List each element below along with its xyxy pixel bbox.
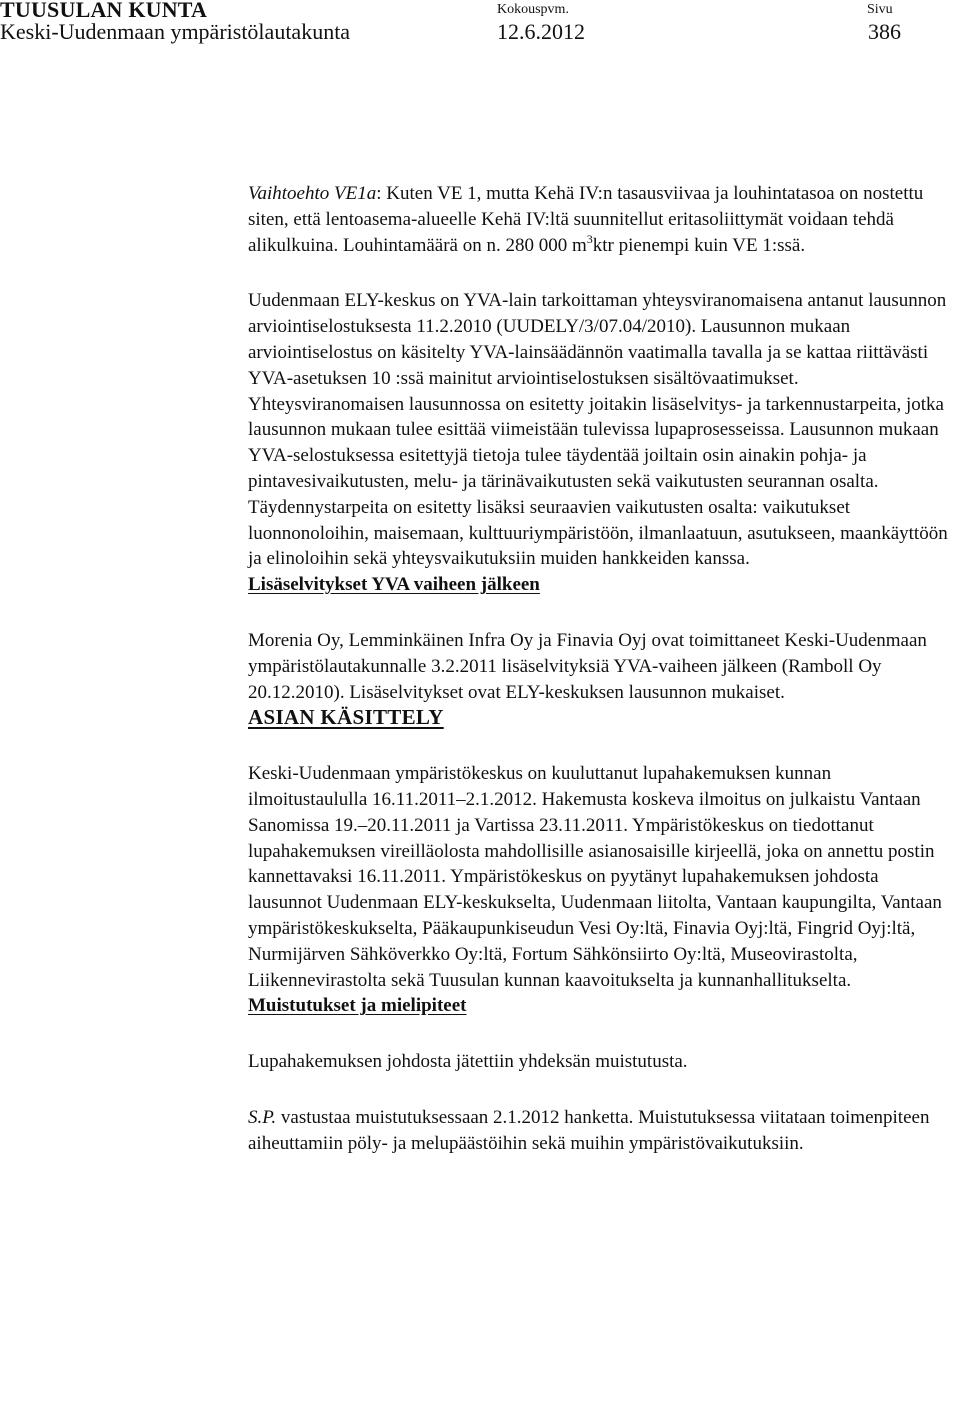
objector-initials: S.P. — [248, 1106, 277, 1128]
page-header — [0, 0, 960, 50]
cubic-superscript: 3 — [586, 231, 593, 246]
objections-heading: Muistutukset ja mielipiteet — [248, 995, 467, 1017]
processing-paragraph: Keski-Uudenmaan ympäristökeskus on kuuluttanut lupahakemuksen kunnan ilmoitustaululla 16.11.2011–2.1.2012. Hakemusta koskeva ilmoitus on julkaistu Vantaan Sanomissa 19.–20.11.2011 ja Vartissa 23.11.2011. Ympäristökeskus on tiedottanut lupahakemuksen vireilläolosta mahdollisille asianosaisille kirjeellä, joka on annettu postin kannettavaksi 16.11.2011. Ympäristökeskus on pyytänyt lupahakemuksen johdosta lausunnot Uudenmaan ELY-keskukselta, Uudenmaan liitolta, Vantaan kaupungilta, Vantaan ympäristökeskukselta, Pääkaupunkiseudun Vesi Oy:ltä, Finavia Oyj:ltä, Fingrid Oyj:ltä, Nurmijärven Sähköverkko Oy:ltä, Fortum Sähkönsiirto Oy:ltä, Museovirastolta, Liikennevirastolta sekä Tuusulan kunnan kaavoitukselta ja kunnanhallitukselta. — [248, 763, 942, 991]
processing-heading: ASIAN KÄSITTELY — [248, 705, 444, 730]
alternative-name: Vaihtoehto VE1a — [248, 183, 377, 204]
organization-name: TUUSULAN KUNTA — [0, 0, 208, 22]
meeting-date: 12.6.2012 — [497, 19, 585, 44]
additional-studies-heading: Lisäselvitykset YVA vaiheen jälkeen — [248, 574, 540, 596]
alternative-text-end: ktr pienempi kuin VE 1:ssä. — [592, 234, 806, 256]
page-number: 386 — [868, 19, 901, 44]
meeting-date-label: Kokouspvm. — [497, 2, 569, 17]
objection-sp-paragraph — [248, 1105, 948, 1157]
additional-studies-paragraph: Morenia Oy, Lemminkäinen Infra Oy ja Finavia Oyj ovat toimittaneet Keski-Uudenmaan ympäristölautakunnalle 3.2.2011 lisäselvityksiä YVA-vaiheen jälkeen (Ramboll Oy 20.12.2010). Lisäselvitykset ovat ELY-keskuksen lausunnon mukaiset. — [248, 629, 927, 703]
objections-summary: Lupahakemuksen johdosta jätettiin yhdeksän muistutusta. — [248, 1051, 688, 1073]
document-body — [248, 181, 948, 1157]
ely-paragraph: Uudenmaan ELY-keskus on YVA-lain tarkoittaman yhteysviranomaisena antanut lausunnon arviointiselostuksesta 11.2.2010 (UUDELY/3/07.04/2010). Lausunnon mukaan arviointiselostus on käsitelty YVA-lainsäädännön vaatimalla tavalla ja se kattaa riittävästi YVA-asetuksen 10 :ssä mainitut arviointiselostuksen sisältövaatimukset. Yhteysviranomaisen lausunnossa on esitetty joitakin lisäselvitys- ja tarkennustarpeita, jotka lausunnon mukaan tulee esittää viimeistään tulevissa lupaprosesseissa. Lausunnon mukaan YVA-selostuksessa esitettyjä tietoja tulee täydentää joiltain osin ainakin pohja- ja pintavesivaikutusten, melu- ja tärinävaikutusten sekä vaikutusten seurannan osalta. Täydennystarpeita on esitetty lisäksi seuraavien vaikutusten osalta: vaikutukset luonnonoloihin, maisemaan, kulttuuriympäristöön, ilmanlaatuun, asutukseen, maankäyttöön ja elinoloihin sekä yhteysvaikutuksiin muiden hankkeiden kanssa. — [248, 290, 948, 570]
committee-name: Keski-Uudenmaan ympäristölautakunta — [0, 19, 351, 44]
alternative-paragraph — [248, 181, 948, 258]
objection-sp-text: vastustaa muistutuksessaan 2.1.2012 hanketta. Muistutuksessa viitataan toimenpiteen aiheuttamiin pöly- ja melupäästöihin sekä muihin ympäristövaikutuksiin. — [248, 1106, 930, 1154]
page-number-label: Sivu — [867, 2, 893, 17]
alternative-text: : Kuten VE 1, mutta Kehä IV:n tasausviivaa ja louhintatasoa on nostettu siten, että lentoasema-alueelle Kehä IV:ltä suunnitellut eritasoliittymät voidaan tehdä alikulkuina. Louhintamäärä on n. 280 000 m — [248, 183, 924, 256]
